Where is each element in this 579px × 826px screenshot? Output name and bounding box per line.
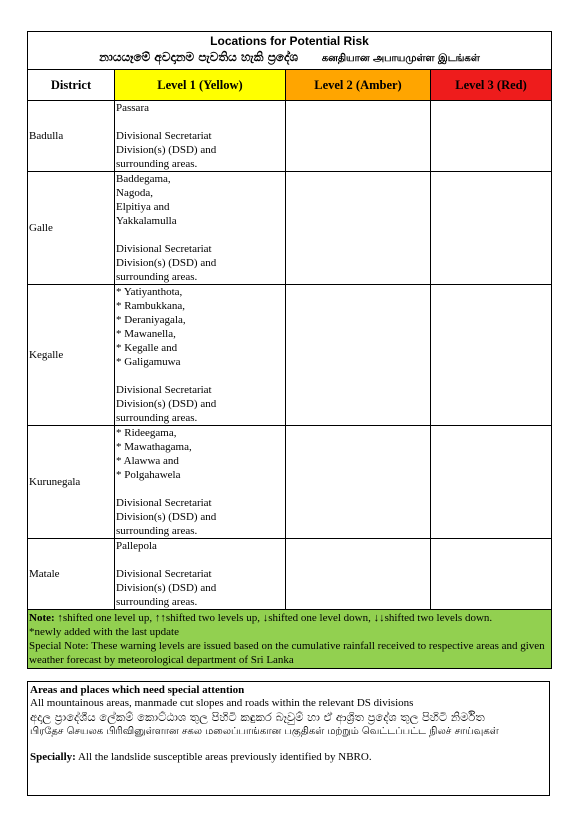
area-line: surrounding areas. — [116, 158, 198, 170]
district-cell: Kurunegala — [28, 426, 115, 539]
area-line: Divisional Secretariat — [116, 384, 212, 396]
title-tamil: கனதியான அபாயமுள்ள இடங்கள் — [321, 53, 480, 64]
title-multilingual — [28, 49, 551, 67]
area-line: Division(s) (DSD) and — [116, 257, 217, 269]
level3-cell — [431, 426, 552, 539]
table-title-cell — [28, 32, 552, 70]
area-line: Divisional Secretariat — [116, 130, 212, 142]
note-special: Special Note: These warning levels are issued based on the cumulative rainfall received to respective areas and given weather forecast by meteorological department of Sri Lanka — [29, 640, 545, 666]
note-label: Note: — [29, 612, 55, 624]
title-english: Locations for Potential Risk — [210, 34, 369, 48]
area-line: * Polgahawela — [116, 469, 181, 481]
level1-cell — [115, 172, 286, 285]
note-arrows-text: ↑shifted one level up, ↑↑shifted two levels up, ↓shifted one level down, ↓↓shifted two levels down. — [54, 612, 493, 624]
level3-cell — [431, 172, 552, 285]
risk-locations-table — [27, 31, 552, 669]
header-district: District — [28, 70, 115, 101]
level2-cell — [286, 172, 431, 285]
title-sinhala: නායයෑමේ අවදානම පැවතිය හැකි ප්‍රදේශ — [99, 50, 298, 64]
area-line: Nagoda, — [116, 187, 153, 199]
level1-cell — [115, 539, 286, 610]
area-line: Elpitiya and — [116, 201, 170, 213]
table-row — [28, 426, 552, 539]
area-line: surrounding areas. — [116, 412, 198, 424]
note-cell — [28, 610, 552, 669]
attention-specially — [30, 751, 547, 764]
note-arrows — [29, 611, 550, 625]
level2-cell — [286, 539, 431, 610]
table-body — [28, 101, 552, 610]
area-line: * Deraniyagala, — [116, 314, 186, 326]
specially-label: Specially: — [30, 751, 76, 763]
area-line: surrounding areas. — [116, 525, 198, 537]
area-line: Division(s) (DSD) and — [116, 144, 217, 156]
area-line: * Kegalle and — [116, 342, 178, 354]
note-newly-added: *newly added with the last update — [29, 626, 179, 638]
specially-text: All the landslide susceptible areas previously identified by NBRO. — [75, 751, 372, 763]
area-line: * Rideegama, — [116, 427, 177, 439]
header-level-1: Level 1 (Yellow) — [115, 70, 286, 101]
area-line: Passara — [116, 102, 149, 114]
level3-cell — [431, 539, 552, 610]
district-cell: Badulla — [28, 101, 115, 172]
level1-cell — [115, 285, 286, 426]
level3-cell — [431, 285, 552, 426]
area-line: * Mawanella, — [116, 328, 176, 340]
level2-cell — [286, 285, 431, 426]
area-line: Pallepola — [116, 540, 157, 552]
table-row — [28, 172, 552, 285]
area-line: * Mawathagama, — [116, 441, 192, 453]
area-line: Baddegama, — [116, 173, 171, 185]
level2-cell — [286, 426, 431, 539]
area-line: surrounding areas. — [116, 596, 198, 608]
special-attention-box — [27, 681, 550, 796]
area-line: * Galigamuwa — [116, 356, 181, 368]
attention-sinhala: අදාල ප්‍රාදේශීය ලේකම් කොට්ඨාශ තුල පිහිටි කඳුකර බෑවුම් හා ඒ ආශ්‍රිත ප්‍රදේශ තුල පිහිටි නිර්මිත — [30, 710, 485, 724]
area-line: Division(s) (DSD) and — [116, 511, 217, 523]
area-line: surrounding areas. — [116, 271, 198, 283]
attention-english: All mountainous areas, manmade cut slopes and roads within the relevant DS divisions — [30, 697, 414, 709]
attention-heading: Areas and places which need special attention — [30, 684, 245, 696]
district-cell: Matale — [28, 539, 115, 610]
district-cell: Kegalle — [28, 285, 115, 426]
area-line: Division(s) (DSD) and — [116, 582, 217, 594]
attention-tamil: பிரதேச செயலக பிரிவினுள்ளான சகல மலைப்பாங்கான பகுதிகள் மற்றும் வெட்டப்பட்ட நிலச் சாய்வுகள் — [30, 726, 499, 737]
level1-cell — [115, 426, 286, 539]
area-line: * Alawwa and — [116, 455, 179, 467]
header-level-2: Level 2 (Amber) — [286, 70, 431, 101]
district-cell: Galle — [28, 172, 115, 285]
area-line: * Yatiyanthota, — [116, 286, 183, 298]
area-line: Divisional Secretariat — [116, 497, 212, 509]
header-row — [28, 70, 552, 101]
header-level-3: Level 3 (Red) — [431, 70, 552, 101]
area-line: Divisional Secretariat — [116, 243, 212, 255]
area-line: Division(s) (DSD) and — [116, 398, 217, 410]
table-row — [28, 101, 552, 172]
table-row — [28, 285, 552, 426]
area-line: * Rambukkana, — [116, 300, 186, 312]
level1-cell — [115, 101, 286, 172]
area-line: Divisional Secretariat — [116, 568, 212, 580]
level2-cell — [286, 101, 431, 172]
level3-cell — [431, 101, 552, 172]
table-row — [28, 539, 552, 610]
area-line: Yakkalamulla — [116, 215, 177, 227]
